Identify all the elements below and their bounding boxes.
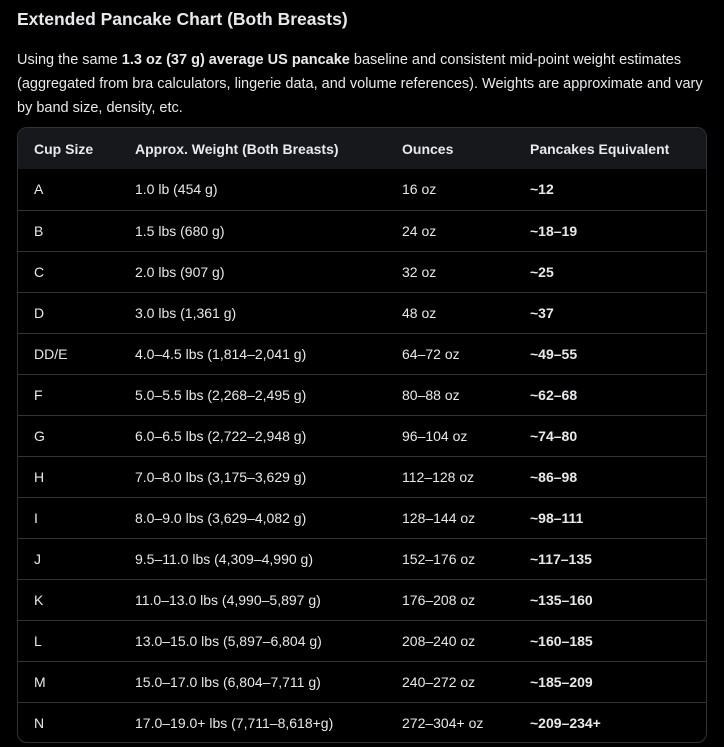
cell-pancakes: ~117–135 (514, 538, 706, 579)
response-title: Extended Pancake Chart (Both Breasts) (17, 9, 348, 29)
cell-pancakes: ~12 (530, 181, 554, 198)
cell-cup-size: F (18, 374, 119, 415)
cell-weight: 17.0–19.0+ lbs (7,711–8,618+g) (119, 702, 386, 743)
cell-ounces: 272–304+ oz (386, 702, 514, 743)
cell-ounces: 48 oz (386, 292, 514, 333)
cell-ounces: 80–88 oz (386, 374, 514, 415)
cell-weight: 3.0 lbs (1,361 g) (119, 292, 386, 333)
cell-weight: 2.0 lbs (907 g) (119, 251, 386, 292)
cell-cup-size: A (34, 181, 44, 198)
cell-ounces: 152–176 oz (386, 538, 514, 579)
cell-pancakes: ~18–19 (514, 210, 706, 251)
cell-weight: 1.0 lb (454 g) (135, 181, 218, 198)
cell-weight: 6.0–6.5 lbs (2,722–2,948 g) (119, 415, 386, 456)
cell-weight: 4.0–4.5 lbs (1,814–2,041 g) (119, 333, 386, 374)
table-row (18, 333, 706, 374)
cell-weight: 8.0–9.0 lbs (3,629–4,082 g) (119, 497, 386, 538)
table-row (18, 292, 706, 333)
table-row (18, 661, 706, 702)
cell-cup-size: G (18, 415, 119, 456)
table-row (18, 415, 706, 456)
cell-cup-size: N (18, 702, 119, 743)
table-row (18, 497, 706, 538)
cell-pancakes: ~74–80 (514, 415, 706, 456)
cell-ounces: 64–72 oz (386, 333, 514, 374)
cell-ounces: 240–272 oz (386, 661, 514, 702)
intro-paragraph (17, 48, 717, 120)
table-row (18, 579, 706, 620)
cell-cup-size: DD/E (18, 333, 119, 374)
table-row (18, 620, 706, 661)
cell-pancakes: ~37 (514, 292, 706, 333)
cell-ounces: 96–104 oz (386, 415, 514, 456)
cell-pancakes: ~86–98 (514, 456, 706, 497)
cell-weight: 15.0–17.0 lbs (6,804–7,711 g) (119, 661, 386, 702)
pancake-table-container (17, 127, 707, 743)
cell-cup-size: B (18, 210, 119, 251)
cell-weight: 13.0–15.0 lbs (5,897–6,804 g) (119, 620, 386, 661)
cell-pancakes: ~160–185 (514, 620, 706, 661)
intro-text-end: baseline and consistent mid-point weight estimates (aggregated from bra calculators, lingerie data, and volume references). Weights are approximate and vary by band size, density, etc. (17, 52, 703, 116)
cell-ounces: 32 oz (386, 251, 514, 292)
cell-pancakes: ~98–111 (514, 497, 706, 538)
table-row (18, 169, 706, 210)
cell-cup-size: J (18, 538, 119, 579)
cell-cup-size: C (18, 251, 119, 292)
header-ounces: Ounces (402, 140, 454, 157)
cell-pancakes: ~25 (514, 251, 706, 292)
cell-cup-size: L (18, 620, 119, 661)
cell-ounces: 208–240 oz (386, 620, 514, 661)
table-body (18, 169, 706, 743)
cell-ounces: 16 oz (402, 181, 437, 198)
cell-pancakes: ~209–234+ (514, 702, 706, 743)
cell-weight: 7.0–8.0 lbs (3,175–3,629 g) (119, 456, 386, 497)
cell-cup-size: I (18, 497, 119, 538)
cell-weight: 5.0–5.5 lbs (2,268–2,495 g) (119, 374, 386, 415)
cell-pancakes: ~49–55 (514, 333, 706, 374)
header-approx-weight: Approx. Weight (Both Breasts) (135, 140, 339, 157)
intro-text-start: Using the same (17, 52, 122, 68)
table-row (18, 702, 706, 743)
table-header-row (18, 128, 706, 169)
cell-ounces: 128–144 oz (386, 497, 514, 538)
cell-ounces: 176–208 oz (386, 579, 514, 620)
cell-cup-size: D (18, 292, 119, 333)
cell-cup-size: M (18, 661, 119, 702)
cell-pancakes: ~185–209 (514, 661, 706, 702)
cell-weight: 9.5–11.0 lbs (4,309–4,990 g) (119, 538, 386, 579)
header-pancakes-equivalent: Pancakes Equivalent (530, 140, 670, 157)
cell-weight: 1.5 lbs (680 g) (119, 210, 386, 251)
cell-cup-size: K (18, 579, 119, 620)
intro-bold-text: 1.3 oz (37 g) average US pancake (121, 52, 350, 68)
table-row (18, 538, 706, 579)
table-row (18, 251, 706, 292)
cell-cup-size: H (18, 456, 119, 497)
cell-weight: 11.0–13.0 lbs (4,990–5,897 g) (119, 579, 386, 620)
table-row (18, 210, 706, 251)
cell-ounces: 112–128 oz (386, 456, 514, 497)
pancake-table (18, 128, 706, 743)
table-header (18, 128, 706, 169)
table-row (18, 374, 706, 415)
cell-pancakes: ~135–160 (514, 579, 706, 620)
header-cup-size: Cup Size (34, 140, 94, 157)
cell-pancakes: ~62–68 (514, 374, 706, 415)
cell-ounces: 24 oz (386, 210, 514, 251)
table-row (18, 456, 706, 497)
